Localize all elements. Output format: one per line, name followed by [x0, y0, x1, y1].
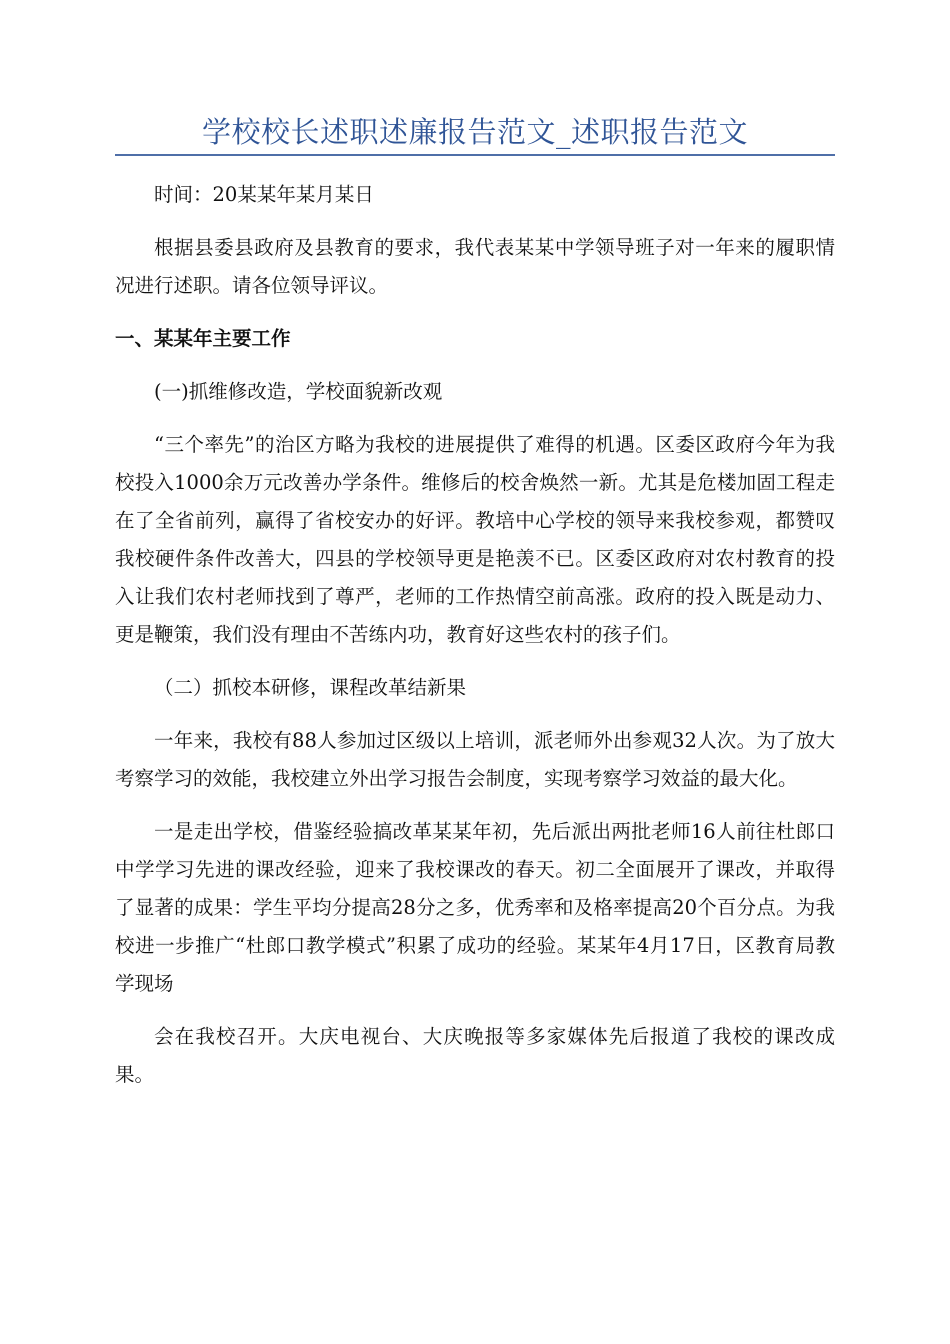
- document-body: [115, 176, 835, 1109]
- subsection-2-paragraph-3: 会在我校召开。大庆电视台、大庆晚报等多家媒体先后报道了我校的课改成果。: [115, 1025, 835, 1086]
- date-line: 时间：20某某年某月某日: [154, 183, 374, 206]
- subsection-2-paragraph-1: 一年来，我校有88人参加过区级以上培训，派老师外出参观32人次。为了放大考察学习的效能，我校建立外出学习报告会制度，实现考察学习效益的最大化。: [115, 729, 835, 790]
- subsection-heading-2: （二）抓校本研修，课程改革结新果: [154, 676, 467, 699]
- section-heading: 一、某某年主要工作: [115, 327, 291, 350]
- intro-paragraph: 根据县委县政府及县教育的要求，我代表某某中学领导班子对一年来的履职情况进行述职。请各位领导评议。: [115, 236, 835, 297]
- title-underline: [115, 154, 835, 156]
- document-title: 学校校长述职述廉报告范文_述职报告范文: [201, 115, 748, 149]
- subsection-heading-1: (一)抓维修改造，学校面貌新改观: [154, 380, 443, 403]
- subsection-1-paragraph: “三个率先”的治区方略为我校的进展提供了难得的机遇。区委区政府今年为我校投入1000余万元改善办学条件。维修后的校舍焕然一新。尤其是危楼加固工程走在了全省前列，赢得了省校安办的好评。教培中心学校的领导来我校参观，都赞叹我校硬件条件改善大，四县的学校领导更是艳羡不已。区委区政府对农村教育的投入让我们农村老师找到了尊严，老师的工作热情空前高涨。政府的投入既是动力、更是鞭策，我们没有理由不苦练内功，教育好这些农村的孩子们。: [115, 433, 835, 646]
- subsection-2-paragraph-2: 一是走出学校，借鉴经验搞改革某某年初，先后派出两批老师16人前往杜郎口中学学习先进的课改经验，迎来了我校课改的春天。初二全面展开了课改，并取得了显著的成果：学生平均分提高28分之多，优秀率和及格率提高20个百分点。为我校进一步推广“杜郎口教学模式”积累了成功的经验。某某年4月17日，区教育局教学现场: [115, 820, 835, 995]
